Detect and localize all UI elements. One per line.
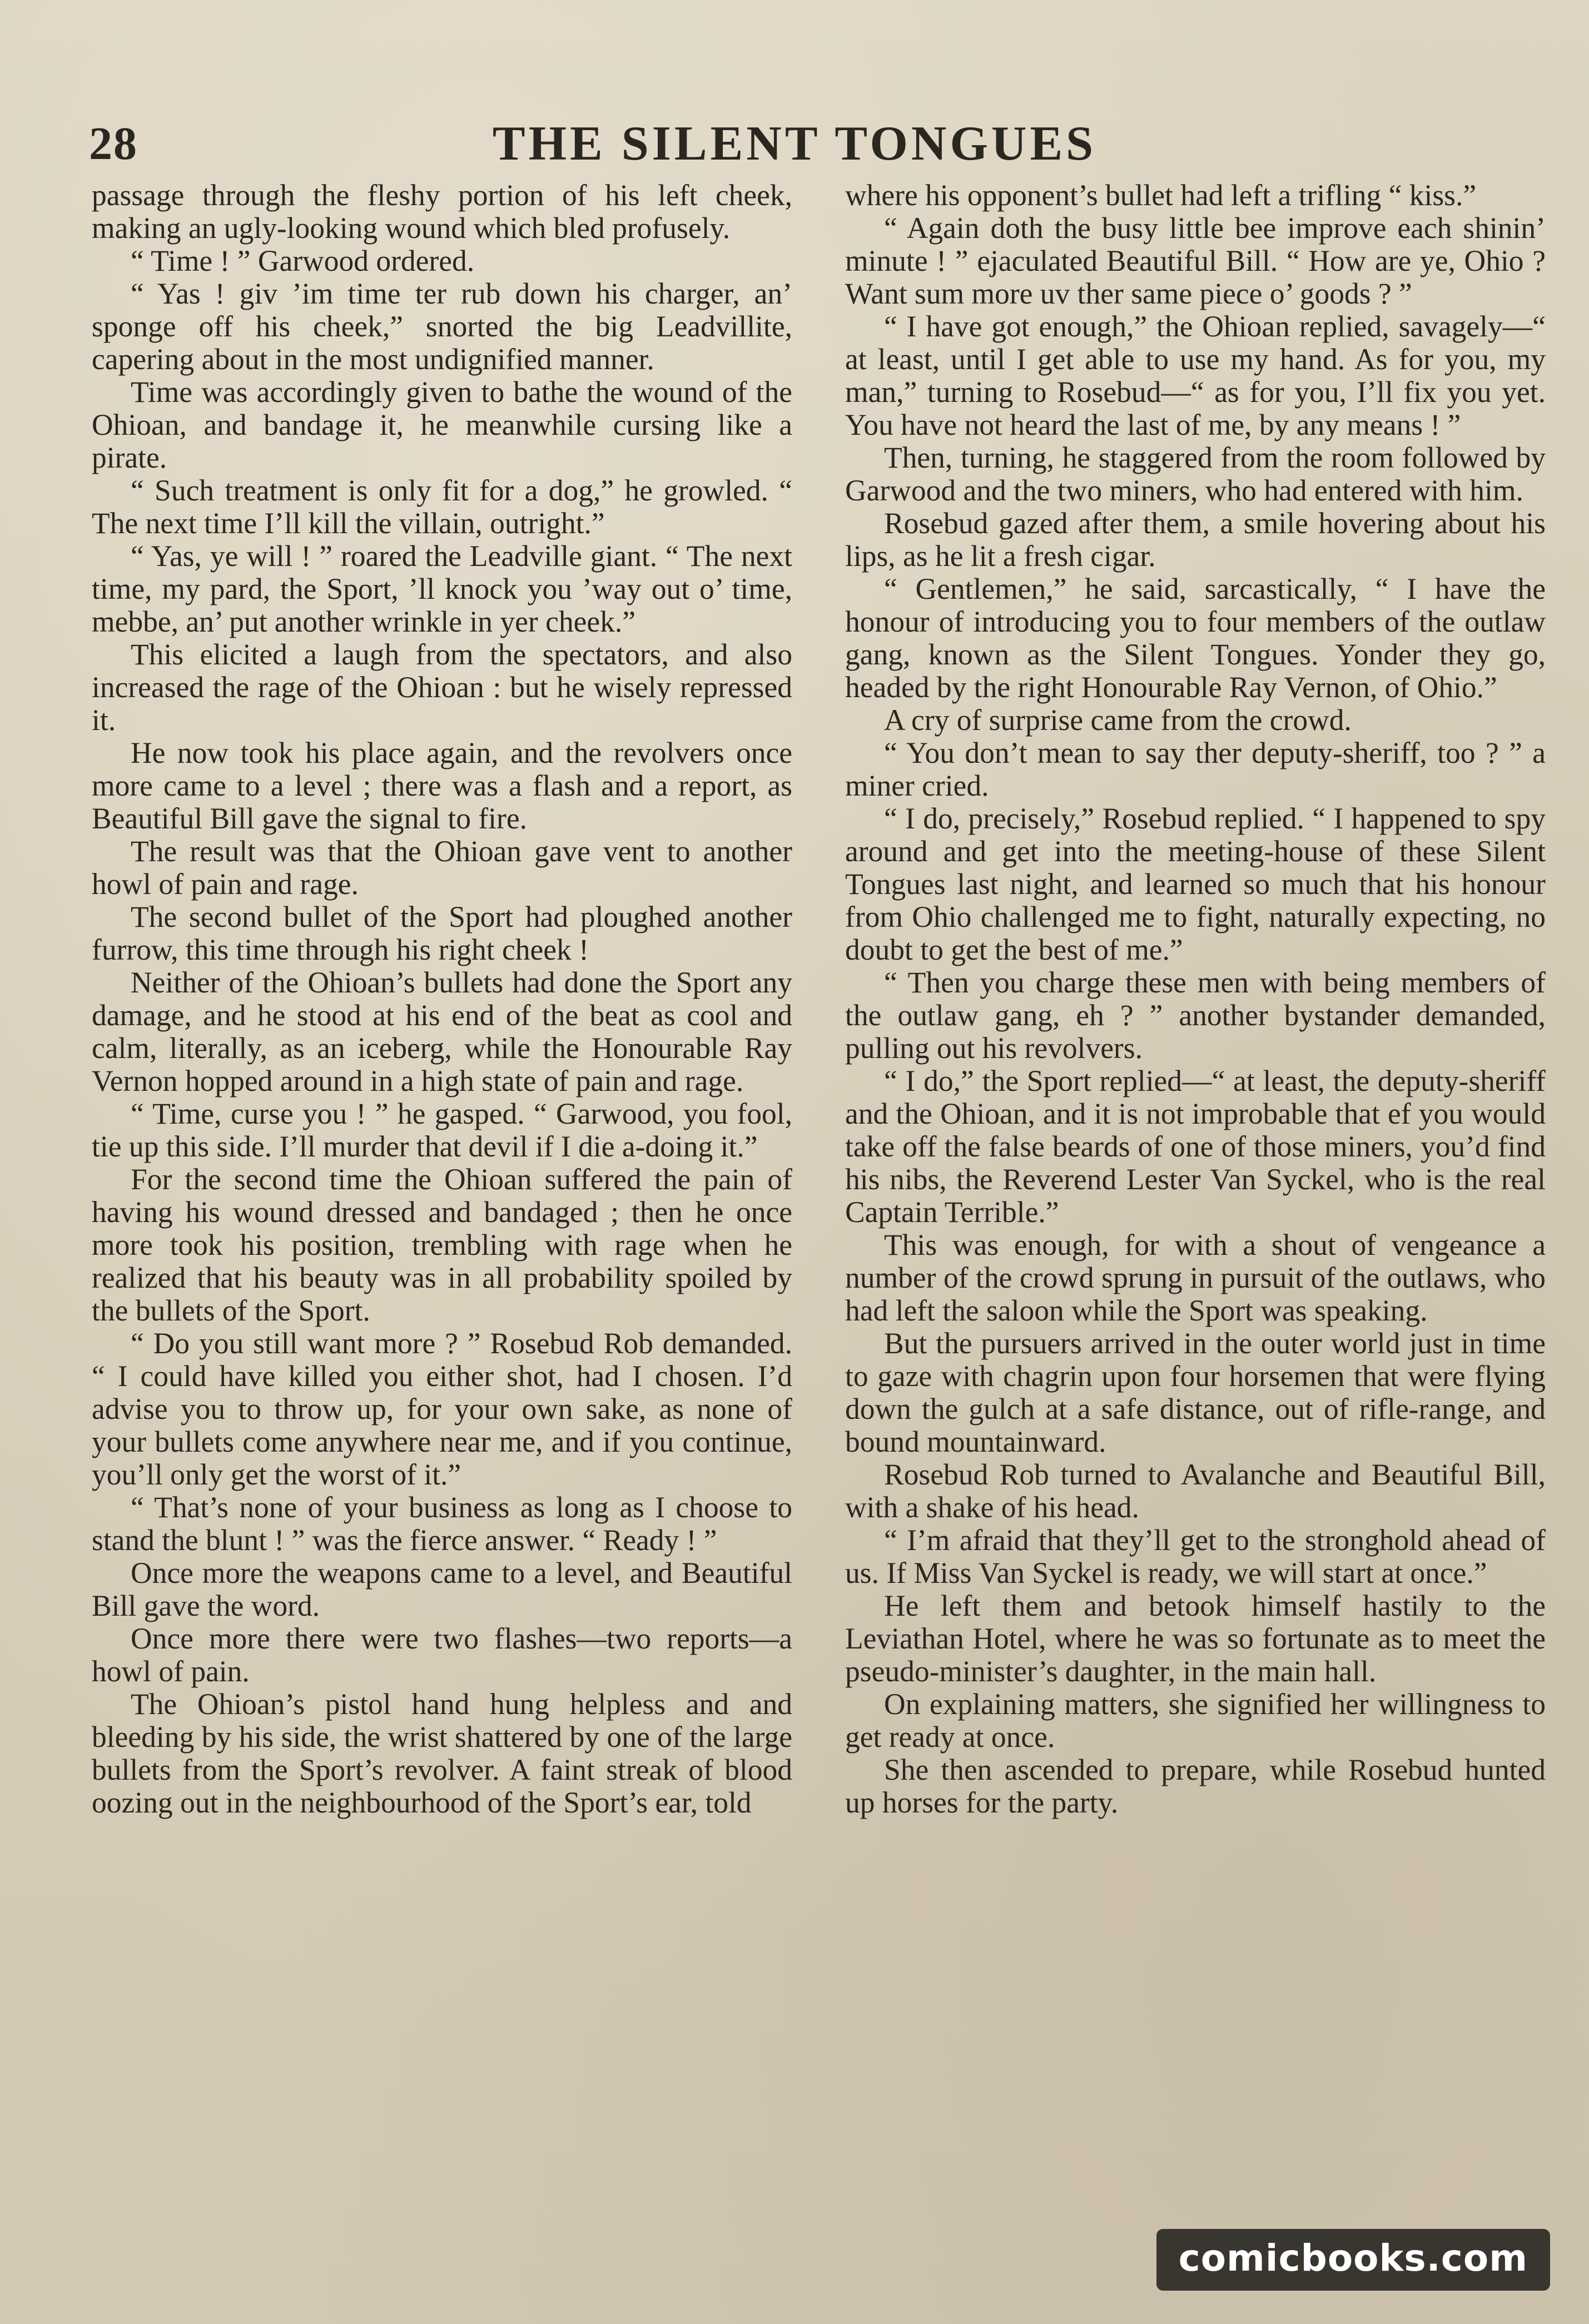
left-column [92, 179, 792, 1819]
paragraph: “ I do,” the Sport replied—“ at least, the deputy-sheriff and the Ohioan, and it is not improbable that ef you would take off the false beards of one of those miners, you’d find his nibs, the Reverend Lester Van Syckel, who is the real Captain Terrible.” [845, 1064, 1546, 1229]
paragraph: The second bullet of the Sport had ploughed another furrow, this time through his right cheek ! [92, 900, 792, 966]
paragraph: This elicited a laugh from the spectators, and also increased the rage of the Ohioan : but he wisely repressed it. [92, 638, 792, 737]
paragraph: Rosebud gazed after them, a smile hovering about his lips, as he lit a fresh cigar. [845, 506, 1546, 573]
paragraph: Time was accordingly given to bathe the wound of the Ohioan, and bandage it, he meanwhile cursing like a pirate. [92, 375, 792, 474]
paragraph: Once more the weapons came to a level, and Beautiful Bill gave the word. [92, 1556, 792, 1622]
paragraph: “ I have got enough,” the Ohioan replied, savagely—“ at least, until I get able to use my hand. As for you, my man,” turning to Rosebud—“ as for you, I’ll fix you yet. You have not heard the last of me, by any means ! ” [845, 310, 1546, 441]
paragraph: The Ohioan’s pistol hand hung helpless and and bleeding by his side, the wrist shattered by one of the large bullets from the Sport’s revolver. A faint streak of blood oozing out in the neighbourhood of the Sport’s ear, told [92, 1687, 792, 1819]
paragraph: “ Such treatment is only fit for a dog,” he growled. “ The next time I’ll kill the villain, outright.” [92, 474, 792, 540]
paragraph: On explaining matters, she signified her willingness to get ready at once. [845, 1687, 1546, 1754]
paragraph: “ I do, precisely,” Rosebud replied. “ I happened to spy around and get into the meeting-house of these Silent Tongues last night, and learned so much that his honour from Ohio challenged me to fight, naturally expecting, no doubt to get the best of me.” [845, 802, 1546, 966]
paragraph: A cry of surprise came from the crowd. [884, 703, 1352, 737]
page-header [0, 106, 1589, 178]
paragraph: Then, turning, he staggered from the room followed by Garwood and the two miners, who had entered with him. [845, 441, 1546, 507]
paragraph: “ Time ! ” Garwood ordered. [131, 244, 475, 277]
paragraph: “ Do you still want more ? ” Rosebud Rob demanded. “ I could have killed you either shot, had I chosen. I’d advise you to throw up, for your own sake, as none of your bullets come anywhere near me, and if you continue, you’ll only get the worst of it.” [92, 1327, 792, 1491]
paragraph: He left them and betook himself hastily to the Leviathan Hotel, where he was so fortunate as to meet the pseudo-minister’s daughter, in the main hall. [845, 1589, 1546, 1688]
right-column [845, 179, 1546, 1819]
paragraph: where his opponent’s bullet had left a trifling “ kiss.” [845, 178, 1477, 212]
paragraph: But the pursuers arrived in the outer world just in time to gaze with chagrin upon four horsemen that were flying down the gulch at a safe distance, out of rifle-range, and bound mountainward. [845, 1327, 1546, 1458]
paragraph: “ Gentlemen,” he said, sarcastically, “ I have the honour of introducing you to four members of the outlaw gang, known as the Silent Tongues. Yonder they go, headed by the right Honourable Ray Vernon, of Ohio.” [845, 572, 1546, 704]
paragraph: He now took his place again, and the revolvers once more came to a level ; there was a flash and a report, as Beautiful Bill gave the signal to fire. [92, 736, 792, 835]
paragraph: Rosebud Rob turned to Avalanche and Beautiful Bill, with a shake of his head. [845, 1458, 1546, 1524]
running-title: THE SILENT TONGUES [492, 117, 1097, 171]
paragraph: “ You don’t mean to say ther deputy-sheriff, too ? ” a miner cried. [845, 736, 1546, 802]
watermark: comicbooks.com [1156, 2229, 1550, 2291]
paragraph: “ Again doth the busy little bee improve each shinin’ minute ! ” ejaculated Beautiful Bill. “ How are ye, Ohio ? Want sum more uv ther same piece o’ goods ? ” [845, 211, 1546, 310]
paragraph: Neither of the Ohioan’s bullets had done the Sport any damage, and he stood at his end of the beat as cool and calm, literally, as an iceberg, while the Honourable Ray Vernon hopped around in a high state of pain and rage. [92, 966, 792, 1098]
paragraph: “ Time, curse you ! ” he gasped. “ Garwood, you fool, tie up this side. I’ll murder that devil if I die a-doing it.” [92, 1097, 792, 1163]
paragraph: Once more there were two flashes—two reports—a howl of pain. [92, 1622, 792, 1688]
page-number: 28 [89, 118, 138, 170]
paragraph: She then ascended to prepare, while Rosebud hunted up horses for the party. [845, 1753, 1546, 1819]
paragraph: “ I’m afraid that they’ll get to the stronghold ahead of us. If Miss Van Syckel is ready, we will start at once.” [845, 1523, 1546, 1590]
paragraph: For the second time the Ohioan suffered the pain of having his wound dressed and bandaged ; then he once more took his position, trembling with rage when he realized that his beauty was in all probability spoiled by the bullets of the Sport. [92, 1163, 792, 1327]
paragraph: This was enough, for with a shout of vengeance a number of the crowd sprung in pursuit of the outlaws, who had left the saloon while the Sport was speaking. [845, 1228, 1546, 1327]
paragraph: “ Then you charge these men with being members of the outlaw gang, eh ? ” another bystander demanded, pulling out his revolvers. [845, 966, 1546, 1065]
paragraph: The result was that the Ohioan gave vent to another howl of pain and rage. [92, 835, 792, 901]
paragraph: “ Yas, ye will ! ” roared the Leadville giant. “ The next time, my pard, the Sport, ’ll knock you ’way out o’ time, mebbe, an’ put another wrinkle in yer cheek.” [92, 539, 792, 638]
paragraph: “ Yas ! giv ’im time ter rub down his charger, an’ sponge off his cheek,” snorted the big Leadvillite, capering about in the most undignified manner. [92, 277, 792, 376]
paragraph: passage through the fleshy portion of his left cheek, making an ugly-looking wound which bled profusely. [92, 178, 792, 245]
paragraph: “ That’s none of your business as long as I choose to stand the blunt ! ” was the fierce answer. “ Ready ! ” [92, 1491, 792, 1557]
